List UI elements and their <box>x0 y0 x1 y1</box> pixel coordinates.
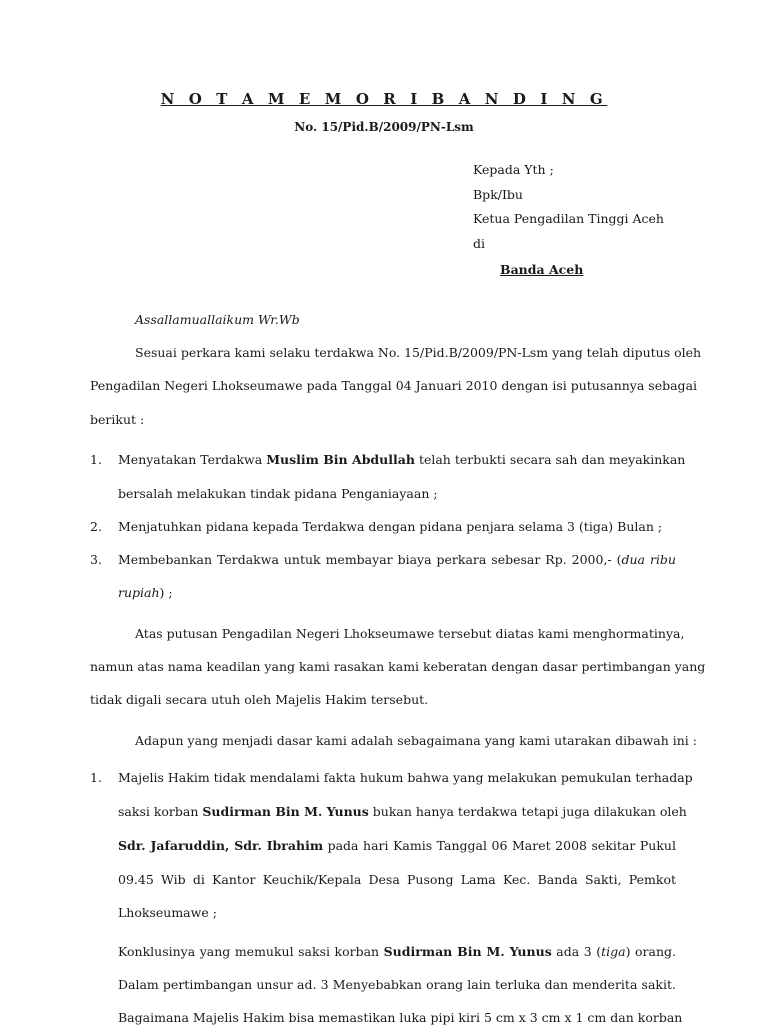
verdict-item-3-line-2: rupiah) ; <box>118 585 173 600</box>
intro-line-1: Sesuai perkara kami selaku terdakwa No. 15/Pid.B/2009/PN-Lsm yang telah diputus oleh <box>135 345 702 360</box>
ground-1-line-1: Majelis Hakim tidak mendalami fakta hukum bahwa yang melakukan pemukulan terhadap <box>118 770 693 785</box>
verdict-number-2: 2. <box>90 519 102 534</box>
ground-1-line-3: Sdr. Jafaruddin, Sdr. Ibrahim pada hari Kamis Tanggal 06 Maret 2008 sekitar Pukul <box>118 838 676 853</box>
case-number: No. 15/Pid.B/2009/PN-Lsm <box>294 120 474 134</box>
verdict-item-2: Menjatuhkan pidana kepada Terdakwa dengan pidana penjara selama 3 (tiga) Bulan ; <box>118 519 663 534</box>
para3: Adapun yang menjadi dasar kami adalah sebagaimana yang kami utarakan dibawah ini : <box>135 733 697 748</box>
address-line-3: Ketua Pengadilan Tinggi Aceh <box>473 211 664 226</box>
verdict-number-3: 3. <box>90 552 102 567</box>
para2-line-2: namun atas nama keadilan yang kami rasakan kami keberatan dengan dasar pertimbangan yang <box>90 659 706 674</box>
verdict-item-3-line-1: Membebankan Terdakwa untuk membayar biaya perkara sebesar Rp. 2000,- (dua ribu <box>118 552 676 567</box>
conclusion-line-3: Bagaimana Majelis Hakim bisa memastikan luka pipi kiri 5 cm x 3 cm x 1 cm dan korban <box>118 1010 683 1025</box>
para2-line-1: Atas putusan Pengadilan Negeri Lhokseumawe tersebut diatas kami menghormatinya, <box>135 626 685 641</box>
address-city: Banda Aceh <box>500 262 584 277</box>
ground-1-line-2: saksi korban Sudirman Bin M. Yunus bukan hanya terdakwa tetapi juga dilakukan oleh <box>118 804 687 819</box>
para2-line-3: tidak digali secara utuh oleh Majelis Hakim tersebut. <box>90 692 429 707</box>
verdict-item-1-line-2: bersalah melakukan tindak pidana Penganiayaan ; <box>118 486 438 501</box>
verdict-item-1-line-1: Menyatakan Terdakwa Muslim Bin Abdullah telah terbukti secara sah dan meyakinkan <box>118 452 686 467</box>
conclusion-line-1: Konklusinya yang memukul saksi korban Sudirman Bin M. Yunus ada 3 (tiga) orang. <box>118 944 676 959</box>
document-title: N O T A M E M O R I B A N D I N G <box>160 90 608 108</box>
intro-line-2: Pengadilan Negeri Lhokseumawe pada Tanggal 04 Januari 2010 dengan isi putusannya sebagai <box>90 378 698 393</box>
ground-number-1: 1. <box>90 770 102 785</box>
address-line-1: Kepada Yth ; <box>473 162 554 177</box>
greeting: Assallamuallaikum Wr.Wb <box>135 312 300 327</box>
ground-1-line-5: Lhokseumawe ; <box>118 905 217 920</box>
verdict-number-1: 1. <box>90 452 102 467</box>
address-line-4: di <box>473 236 485 251</box>
intro-line-3: berikut : <box>90 412 145 427</box>
ground-1-line-4: 09.45 Wib di Kantor Keuchik/Kepala Desa Pusong Lama Kec. Banda Sakti, Pemkot <box>118 872 676 887</box>
conclusion-line-2: Dalam pertimbangan unsur ad. 3 Menyebabkan orang lain terluka dan menderita sakit. <box>118 977 676 992</box>
address-line-2: Bpk/Ibu <box>473 187 523 202</box>
